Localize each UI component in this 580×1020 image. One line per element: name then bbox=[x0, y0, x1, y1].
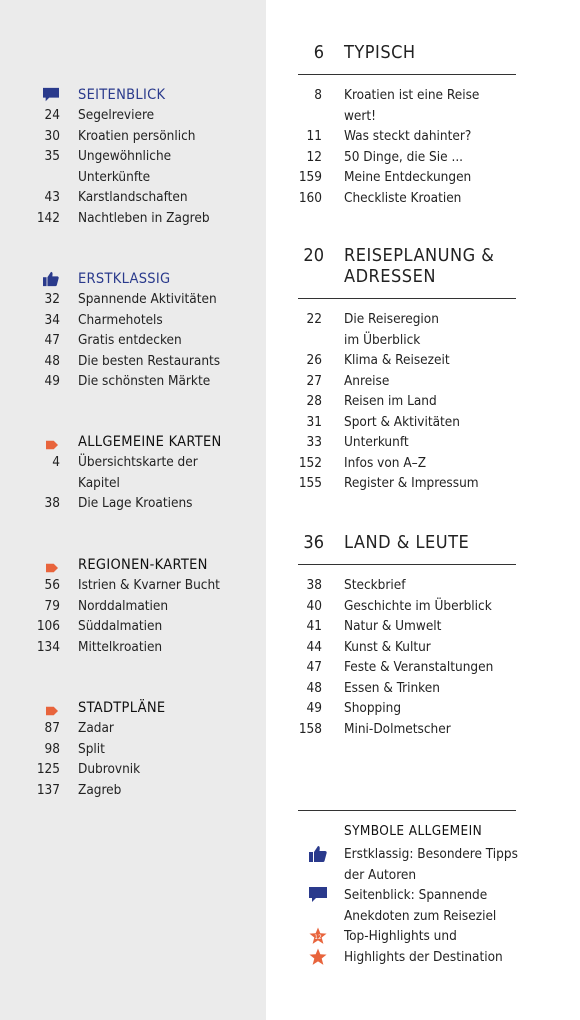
index-entry[interactable] bbox=[0, 351, 266, 372]
page-number: 48 bbox=[306, 679, 322, 696]
entry-title: Mittelkroatien bbox=[78, 638, 163, 655]
chapter-entry[interactable] bbox=[298, 106, 516, 127]
legend-row bbox=[298, 844, 516, 865]
speech-bubble-icon bbox=[42, 87, 60, 103]
chapter-entry[interactable] bbox=[298, 126, 516, 147]
page-number: 79 bbox=[44, 597, 60, 614]
page-number: 142 bbox=[36, 209, 60, 226]
entry-title: Ungewöhnliche bbox=[78, 148, 172, 164]
page-number: 87 bbox=[44, 720, 60, 736]
entry-title: Register & Impressum bbox=[344, 475, 479, 491]
chapter-title bbox=[344, 532, 469, 553]
chapter-entry[interactable] bbox=[298, 371, 516, 392]
legend-row bbox=[298, 885, 516, 906]
chapter-entry[interactable] bbox=[298, 391, 516, 412]
page-number: 47 bbox=[44, 332, 60, 348]
chapter-entry[interactable] bbox=[298, 596, 516, 617]
chapter-title-line: TYPISCH bbox=[344, 42, 416, 63]
chapter-section bbox=[298, 532, 516, 739]
chapter-title-line: REISEPLANUNG & bbox=[344, 245, 495, 266]
page-number: 159 bbox=[298, 169, 322, 185]
legend-text: Erstklassig: Besondere Tipps bbox=[344, 846, 518, 862]
chapter-entry[interactable] bbox=[298, 473, 516, 494]
entry-title: Norddalmatien bbox=[78, 597, 169, 614]
entry-title: Die Lage Kroatiens bbox=[78, 495, 193, 511]
index-section-title: REGIONEN-KARTEN bbox=[78, 557, 208, 573]
chapter-page-number: 36 bbox=[303, 532, 324, 553]
entry-title: Reisen im Land bbox=[344, 393, 437, 409]
chapter-entry[interactable] bbox=[298, 188, 516, 209]
entry-title: Was steckt dahinter? bbox=[344, 128, 472, 144]
numbered-star-icon bbox=[308, 927, 328, 945]
chapter-section bbox=[298, 245, 516, 494]
index-section-title: ALLGEMEINE KARTEN bbox=[78, 434, 222, 450]
left-index-panel bbox=[0, 0, 266, 1020]
entry-title: Steckbrief bbox=[344, 577, 406, 593]
entry-title: Die schönsten Märkte bbox=[78, 373, 211, 389]
page-number: 22 bbox=[306, 311, 322, 327]
index-entry[interactable] bbox=[0, 208, 266, 229]
entry-title: Split bbox=[78, 740, 105, 757]
entry-title: Süddalmatien bbox=[78, 618, 163, 634]
page-number: 4 bbox=[52, 454, 60, 470]
page-number: 134 bbox=[36, 638, 60, 655]
chapter-page-number: 6 bbox=[313, 42, 324, 63]
chapter-entry[interactable] bbox=[298, 350, 516, 371]
entry-title: Sport & Aktivitäten bbox=[344, 413, 460, 430]
chapter-title bbox=[344, 42, 416, 63]
index-section-title: SEITENBLICK bbox=[78, 87, 166, 103]
thumbs-up-icon bbox=[42, 271, 60, 287]
index-entry[interactable] bbox=[0, 167, 266, 188]
entry-title: Essen & Trinken bbox=[344, 679, 440, 696]
entry-title: Die besten Restaurants bbox=[78, 352, 221, 369]
page-number: 35 bbox=[44, 148, 60, 164]
index-entry[interactable] bbox=[0, 371, 266, 392]
page-number: 106 bbox=[36, 618, 60, 634]
entry-title: Infos von A–Z bbox=[344, 454, 427, 471]
star-number: 12 bbox=[314, 934, 322, 941]
legend-text: der Autoren bbox=[344, 866, 417, 883]
index-entry[interactable] bbox=[0, 310, 266, 331]
index-entry[interactable] bbox=[0, 739, 266, 760]
page-number: 49 bbox=[44, 373, 60, 389]
index-entry[interactable] bbox=[0, 759, 266, 780]
entry-title: Kunst & Kultur bbox=[344, 638, 431, 655]
entry-title: Meine Entdeckungen bbox=[344, 169, 472, 185]
page-number: 31 bbox=[306, 413, 322, 430]
chapter-header[interactable] bbox=[298, 42, 516, 75]
entry-title: Spannende Aktivitäten bbox=[78, 291, 217, 307]
page-number: 155 bbox=[298, 475, 322, 491]
index-section-stadtpläne bbox=[0, 698, 266, 800]
entry-title: Shopping bbox=[344, 700, 402, 716]
legend-text: Highlights der Destination bbox=[344, 948, 503, 965]
index-section-header bbox=[0, 432, 266, 452]
index-entry[interactable] bbox=[0, 596, 266, 617]
entry-title: Charmehotels bbox=[78, 311, 163, 328]
chapter-entry[interactable] bbox=[298, 453, 516, 474]
page-number: 152 bbox=[298, 454, 322, 471]
index-section-allgemeine-karten bbox=[0, 432, 266, 514]
page-number: 43 bbox=[44, 189, 60, 205]
entry-title: Segelreviere bbox=[78, 107, 155, 123]
page-number: 12 bbox=[306, 148, 322, 165]
index-entry[interactable] bbox=[0, 187, 266, 208]
index-entry[interactable] bbox=[0, 473, 266, 494]
legend-text: Anekdoten zum Reiseziel bbox=[344, 907, 497, 924]
index-section-erstklassig bbox=[0, 269, 266, 392]
entry-title: Feste & Veranstaltungen bbox=[344, 659, 494, 675]
page-number: 34 bbox=[44, 311, 60, 328]
chapter-entry[interactable] bbox=[298, 309, 516, 330]
legend-row bbox=[298, 926, 516, 947]
page-number: 8 bbox=[314, 87, 322, 103]
chapter-entry[interactable] bbox=[298, 575, 516, 596]
star-icon bbox=[308, 948, 328, 966]
entry-title: Geschichte im Überblick bbox=[344, 597, 492, 614]
legend-row bbox=[298, 906, 516, 927]
speech-bubble-icon bbox=[308, 886, 328, 904]
chapter-title-line: ADRESSEN bbox=[344, 266, 436, 287]
entry-title: Kroatien ist eine Reise bbox=[344, 87, 480, 103]
chapter-entry[interactable] bbox=[298, 85, 516, 106]
index-section-regionen-karten bbox=[0, 555, 266, 657]
entry-title: Unterkunft bbox=[344, 434, 409, 450]
tag-icon bbox=[44, 702, 60, 714]
chapter-entry[interactable] bbox=[298, 412, 516, 433]
chapter-section bbox=[298, 42, 516, 208]
legend-text: Seitenblick: Spannende bbox=[344, 887, 488, 903]
entry-title: Dubrovnik bbox=[78, 761, 141, 777]
chapter-title bbox=[344, 245, 494, 287]
index-section-title: ERSTKLASSIG bbox=[78, 271, 171, 287]
index-entry[interactable] bbox=[0, 493, 266, 514]
page-number: 44 bbox=[306, 638, 322, 655]
page-number: 158 bbox=[298, 720, 322, 737]
entry-title: Die Reiseregion bbox=[344, 311, 439, 327]
chapter-entry[interactable] bbox=[298, 330, 516, 351]
page-number: 49 bbox=[306, 700, 322, 716]
entry-title: Kroatien persönlich bbox=[78, 127, 196, 144]
entry-title: Karstlandschaften bbox=[78, 189, 188, 205]
entry-title: Klima & Reisezeit bbox=[344, 352, 450, 368]
page-number: 24 bbox=[44, 107, 60, 123]
index-section-seitenblick bbox=[0, 85, 266, 228]
chapter-entry[interactable] bbox=[298, 147, 516, 168]
page-number: 30 bbox=[44, 127, 60, 144]
page-number: 38 bbox=[306, 577, 322, 593]
page-number: 38 bbox=[44, 495, 60, 511]
index-entry[interactable] bbox=[0, 637, 266, 658]
legend-text: Top-Highlights und bbox=[344, 928, 457, 944]
entry-title: Gratis entdecken bbox=[78, 332, 182, 348]
chapter-header[interactable] bbox=[298, 532, 516, 565]
legend-row bbox=[298, 865, 516, 886]
index-section-header bbox=[0, 698, 266, 718]
entry-title: Checkliste Kroatien bbox=[344, 189, 462, 206]
page-number: 11 bbox=[306, 128, 322, 144]
page-number: 56 bbox=[44, 577, 60, 593]
page-number: 32 bbox=[44, 291, 60, 307]
legend-row bbox=[298, 947, 516, 968]
index-entry[interactable] bbox=[0, 330, 266, 351]
chapter-header[interactable] bbox=[298, 245, 516, 299]
page-number: 137 bbox=[36, 781, 60, 798]
chapter-entry[interactable] bbox=[298, 432, 516, 453]
index-section-title: STADTPLÄNE bbox=[78, 700, 166, 716]
chapter-entry[interactable] bbox=[298, 616, 516, 637]
page-number: 28 bbox=[306, 393, 322, 409]
entry-title: Natur & Umwelt bbox=[344, 618, 442, 634]
chapter-entry[interactable] bbox=[298, 637, 516, 658]
chapter-page-number: 20 bbox=[303, 245, 324, 266]
tag-icon bbox=[44, 559, 60, 571]
entry-title: Übersichtskarte der bbox=[78, 454, 198, 470]
chapter-entry[interactable] bbox=[298, 678, 516, 699]
index-entry[interactable] bbox=[0, 616, 266, 637]
page-number: 41 bbox=[306, 618, 322, 634]
entry-title: Nachtleben in Zagreb bbox=[78, 209, 210, 226]
index-entry[interactable] bbox=[0, 718, 266, 739]
legend-title: SYMBOLE ALLGEMEIN bbox=[344, 823, 483, 839]
page-number: 125 bbox=[36, 761, 60, 777]
page-number: 48 bbox=[44, 352, 60, 369]
index-entry[interactable] bbox=[0, 146, 266, 167]
chapter-entry[interactable] bbox=[298, 167, 516, 188]
page-number: 160 bbox=[298, 189, 322, 206]
entry-title: im Überblick bbox=[344, 331, 421, 348]
entry-title: Anreise bbox=[344, 372, 390, 389]
index-entry[interactable] bbox=[0, 126, 266, 147]
thumbs-up-icon bbox=[308, 845, 328, 863]
entry-title: Unterkünfte bbox=[78, 168, 151, 185]
entry-title: Istrien & Kvarner Bucht bbox=[78, 577, 220, 593]
page-number: 98 bbox=[44, 740, 60, 757]
index-section-header bbox=[0, 555, 266, 575]
entry-title: Mini-Dolmetscher bbox=[344, 720, 451, 737]
entry-title: wert! bbox=[344, 107, 377, 124]
chapter-entry[interactable] bbox=[298, 719, 516, 740]
chapter-entry[interactable] bbox=[298, 698, 516, 719]
index-entry[interactable] bbox=[0, 575, 266, 596]
index-entry[interactable] bbox=[0, 289, 266, 310]
page-number: 33 bbox=[306, 434, 322, 450]
page-number: 47 bbox=[306, 659, 322, 675]
tag-icon bbox=[44, 436, 60, 448]
page-number: 26 bbox=[306, 352, 322, 368]
entry-title: Zadar bbox=[78, 720, 114, 736]
index-section-header bbox=[0, 269, 266, 289]
index-section-header bbox=[0, 85, 266, 105]
index-entry[interactable] bbox=[0, 780, 266, 801]
entry-title: 50 Dinge, die Sie ... bbox=[344, 148, 464, 165]
index-entry[interactable] bbox=[0, 105, 266, 126]
index-entry[interactable] bbox=[0, 452, 266, 473]
page-number: 40 bbox=[306, 597, 322, 614]
symbol-legend bbox=[298, 810, 518, 965]
chapter-title-line: LAND & LEUTE bbox=[344, 532, 470, 553]
page-number: 27 bbox=[306, 372, 322, 389]
entry-title: Kapitel bbox=[78, 474, 120, 491]
chapter-entry[interactable] bbox=[298, 657, 516, 678]
entry-title: Zagreb bbox=[78, 781, 122, 798]
